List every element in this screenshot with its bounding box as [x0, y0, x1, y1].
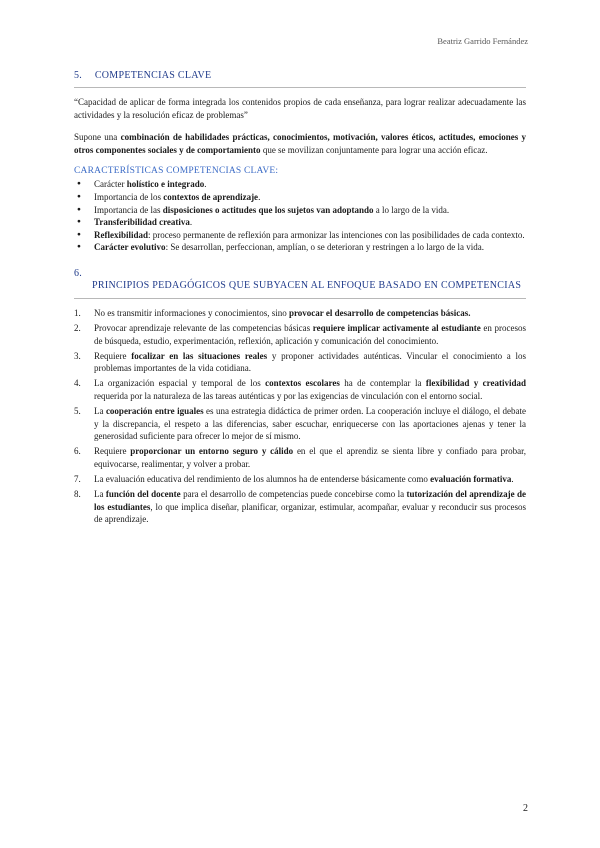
principle-item: 4. La organización espacial y temporal de los contextos escolares ha de contemplar la flexibilidad y creatividad requerida por la naturaleza de las tareas auténticas y por las exigencias de vinculación con el entorno social.: [74, 378, 526, 401]
header-author: Beatriz Garrido Fernández: [437, 36, 528, 46]
section-divider: [74, 298, 526, 299]
characteristics-list: [74, 178, 526, 254]
principle-item: 8. La función del docente para el desarrollo de competencias puede concebirse como la tutorización del aprendizaje de los estudiantes, lo que implica diseñar, planificar, organizar, estimular, acompañar, evaluar y reconducir sus procesos de aprendizaje.: [74, 489, 526, 525]
page-number: 2: [523, 803, 528, 814]
section-divider: [74, 87, 526, 88]
item-number: 5.: [74, 406, 81, 417]
section-number: 5.: [74, 70, 83, 81]
definition-quote: “Capacidad de aplicar de forma integrada los contenidos propios de cada enseñanza, para lograr realizar adecuadamente las actividades y la resolución eficaz de problemas”: [74, 97, 526, 120]
section-5-heading: [74, 70, 526, 81]
characteristics-subheading: CARACTERÍSTICAS COMPETENCIAS CLAVE:: [74, 166, 279, 177]
principle-item: 7. La evaluación educativa del rendimiento de los alumnos ha de entenderse básicamente como evaluación formativa.: [74, 474, 514, 485]
list-item: ● Importancia de los contextos de aprendizaje.: [74, 191, 526, 204]
item-number: 6.: [74, 446, 81, 457]
section-title: PRINCIPIOS PEDAGÓGICOS QUE SUBYACEN AL ENFOQUE BASADO EN COMPETENCIAS: [92, 279, 522, 291]
item-number: 7.: [74, 474, 81, 485]
document-page: [74, 70, 526, 528]
list-item: ● Carácter holístico e integrado.: [74, 178, 526, 191]
list-item: ● Carácter evolutivo: Se desarrollan, perfeccionan, amplían, o se deterioran y restringen a lo largo de la vida.: [74, 241, 526, 254]
principles-list: [74, 307, 526, 526]
list-item: ● Transferibilidad creativa.: [74, 216, 526, 229]
item-number: 4.: [74, 378, 81, 389]
item-number: 2.: [74, 323, 81, 334]
principle-item: 1. No es transmitir informaciones y conocimientos, sino provocar el desarrollo de competencias básicas.: [74, 307, 471, 318]
section-6-heading: [74, 267, 526, 292]
section-number: 6.: [74, 267, 83, 279]
competencias-paragraph: Supone una combinación de habilidades prácticas, conocimientos, motivación, valores éticos, actitudes, emociones y otros componentes sociales y de comportamiento que se movilizan conjuntamente para lograr una acción eficaz.: [74, 132, 526, 155]
item-number: 8.: [74, 489, 81, 500]
list-item: ● Reflexibilidad: proceso permanente de reflexión para armonizar las intenciones con las posibilidades de cada contexto.: [74, 229, 526, 242]
principle-item: 6. Requiere proporcionar un entorno seguro y cálido en el que el aprendiz se sienta libre y confiado para probar, equivocarse, realimentar, y volver a probar.: [74, 446, 527, 469]
item-number: 1.: [74, 307, 81, 318]
principle-item: 3. Requiere focalizar en las situaciones reales y proponer actividades auténticas. Vincular el conocimiento a los problemas importantes de la vida cotidiana.: [74, 350, 527, 374]
principle-item: 2. Provocar aprendizaje relevante de las competencias básicas requiere implicar activamente al estudiante en procesos de búsqueda, estudio, experimentación, reflexión, aplicación y comunicación del conocimiento.: [74, 323, 526, 346]
list-item: ● Importancia de las disposiciones o actitudes que los sujetos van adoptando a lo largo de la vida.: [74, 204, 526, 217]
principle-item: 5. La cooperación entre iguales es una estrategia didáctica de primer orden. La cooperación incluye el diálogo, el debate y la discrepancia, el respeto a las diferencias, saber escuchar, enriquecerse con las aportaciones ajenas y tener la generosidad suficiente para ofrecer lo mejor de sí mismo.: [74, 406, 527, 442]
item-number: 3.: [74, 350, 81, 361]
section-title: COMPETENCIAS CLAVE: [94, 70, 212, 81]
